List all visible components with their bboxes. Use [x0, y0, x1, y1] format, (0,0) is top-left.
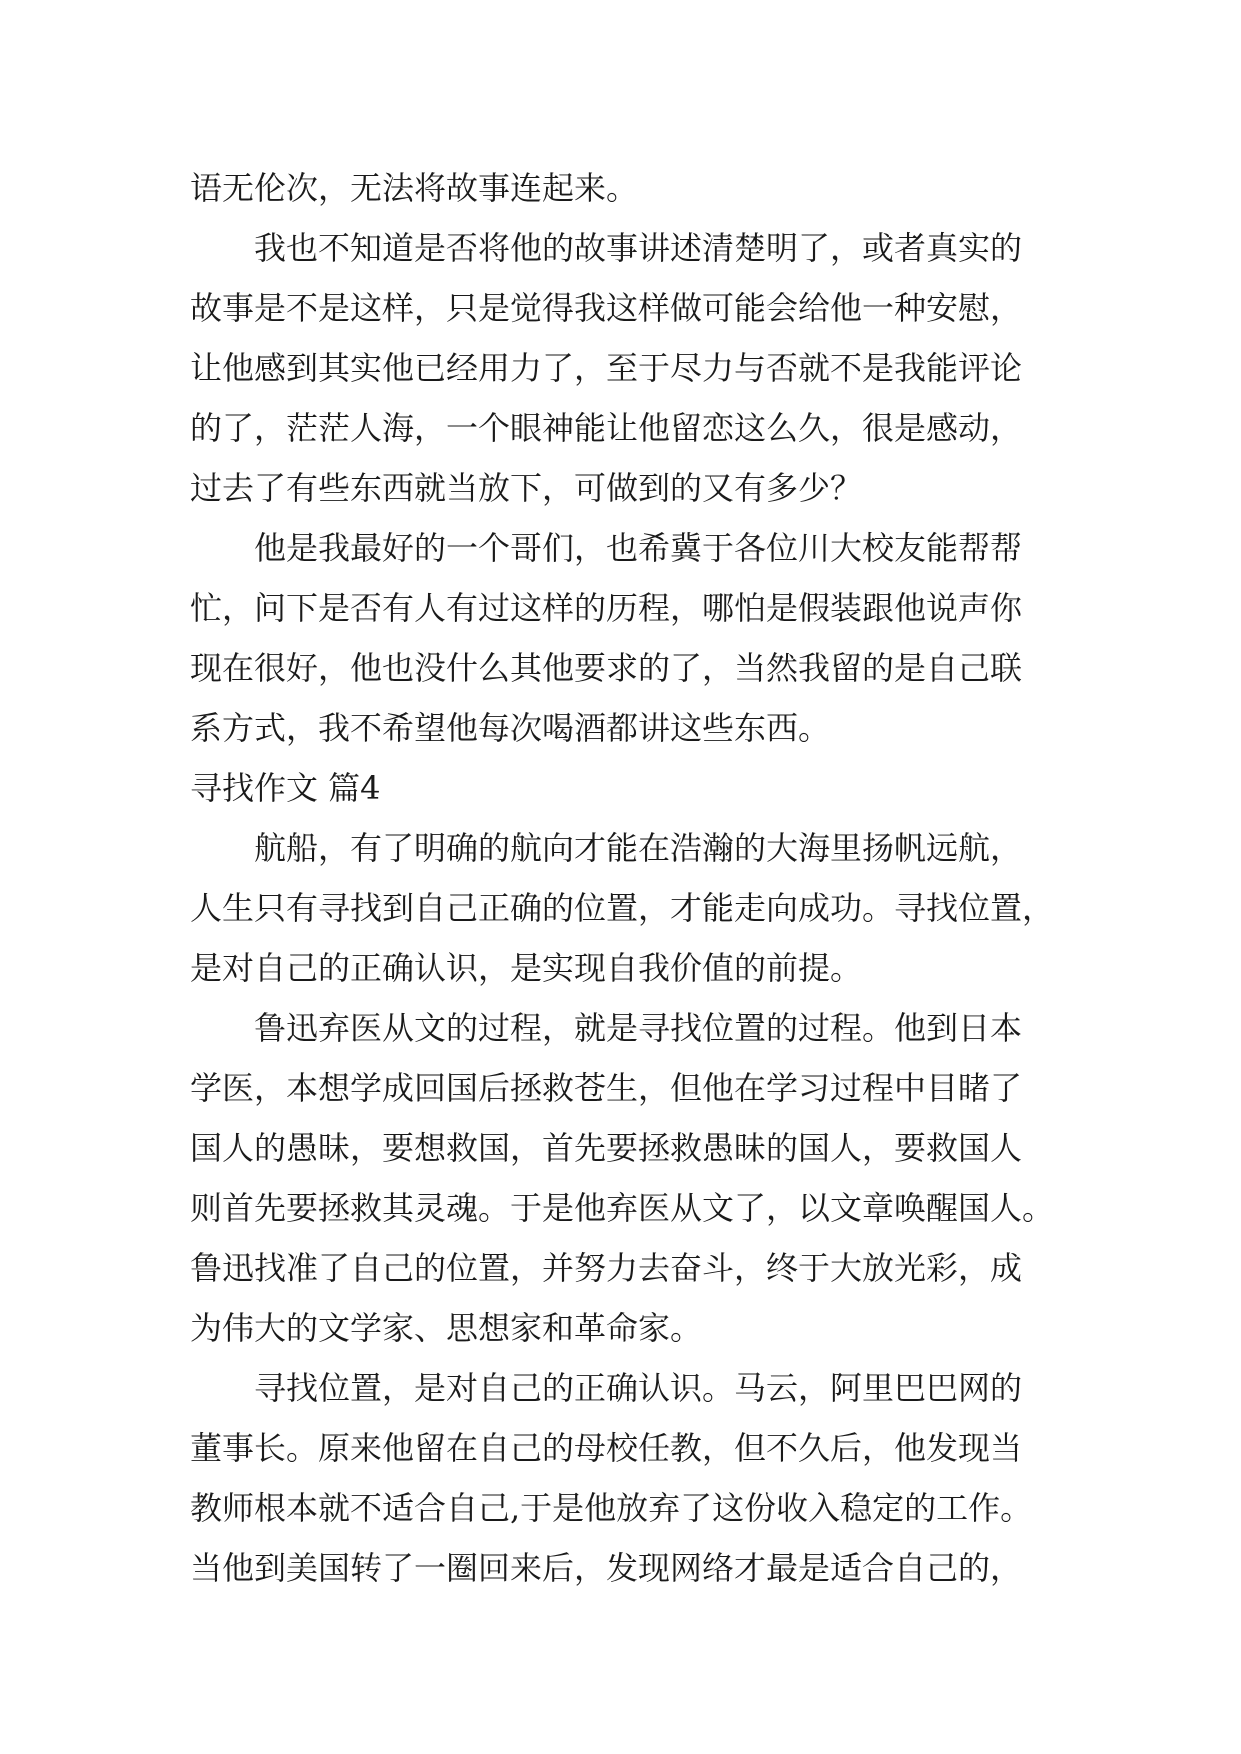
text-line: 是对自己的正确认识，是实现自我价值的前提。 — [190, 949, 863, 987]
text-line: 过去了有些东西就当放下，可做到的又有多少？ — [190, 469, 863, 507]
text-line: 则首先要拯救其灵魂。于是他弃医从文了，以文章唤醒国人。 — [190, 1189, 1055, 1227]
text-line: 系方式，我不希望他每次喝酒都讲这些东西。 — [190, 709, 831, 747]
text-line: 我也不知道是否将他的故事讲述清楚明了，或者真实的 — [254, 229, 1023, 267]
text-line: 当他到美国转了一圈回来后，发现网络才最是适合自己的， — [190, 1549, 1023, 1587]
text-line: 教师根本就不适合自己,于是他放弃了这份收入稳定的工作。 — [190, 1489, 1033, 1527]
text-line: 故事是不是这样，只是觉得我这样做可能会给他一种安慰， — [190, 289, 1023, 327]
text-line: 忙，问下是否有人有过这样的历程，哪怕是假装跟他说声你 — [190, 589, 1023, 627]
section-heading: 寻找作文 篇4 — [190, 769, 381, 807]
text-line: 寻找位置，是对自己的正确认识。马云，阿里巴巴网的 — [254, 1369, 1023, 1407]
text-line: 鲁迅弃医从文的过程，就是寻找位置的过程。他到日本 — [254, 1009, 1023, 1047]
text-line: 学医，本想学成回国后拯救苍生，但他在学习过程中目睹了 — [190, 1069, 1023, 1107]
text-line: 语无伦次，无法将故事连起来。 — [190, 169, 639, 207]
text-line: 航船，有了明确的航向才能在浩瀚的大海里扬帆远航， — [254, 829, 1023, 867]
text-line: 他是我最好的一个哥们，也希冀于各位川大校友能帮帮 — [254, 529, 1023, 567]
document-body — [190, 158, 1070, 1598]
text-line: 让他感到其实他已经用力了，至于尽力与否就不是我能评论 — [190, 349, 1023, 387]
text-line: 为伟大的文学家、思想家和革命家。 — [190, 1309, 703, 1347]
text-line: 的了，茫茫人海，一个眼神能让他留恋这么久，很是感动， — [190, 409, 1023, 447]
text-line: 人生只有寻找到自己正确的位置，才能走向成功。寻找位置， — [190, 889, 1055, 927]
text-line: 国人的愚昧，要想救国，首先要拯救愚昧的国人，要救国人 — [190, 1129, 1023, 1167]
text-line: 鲁迅找准了自己的位置，并努力去奋斗，终于大放光彩，成 — [190, 1249, 1023, 1287]
text-line: 现在很好，他也没什么其他要求的了，当然我留的是自己联 — [190, 649, 1023, 687]
text-line: 董事长。原来他留在自己的母校任教，但不久后，他发现当 — [190, 1429, 1023, 1467]
